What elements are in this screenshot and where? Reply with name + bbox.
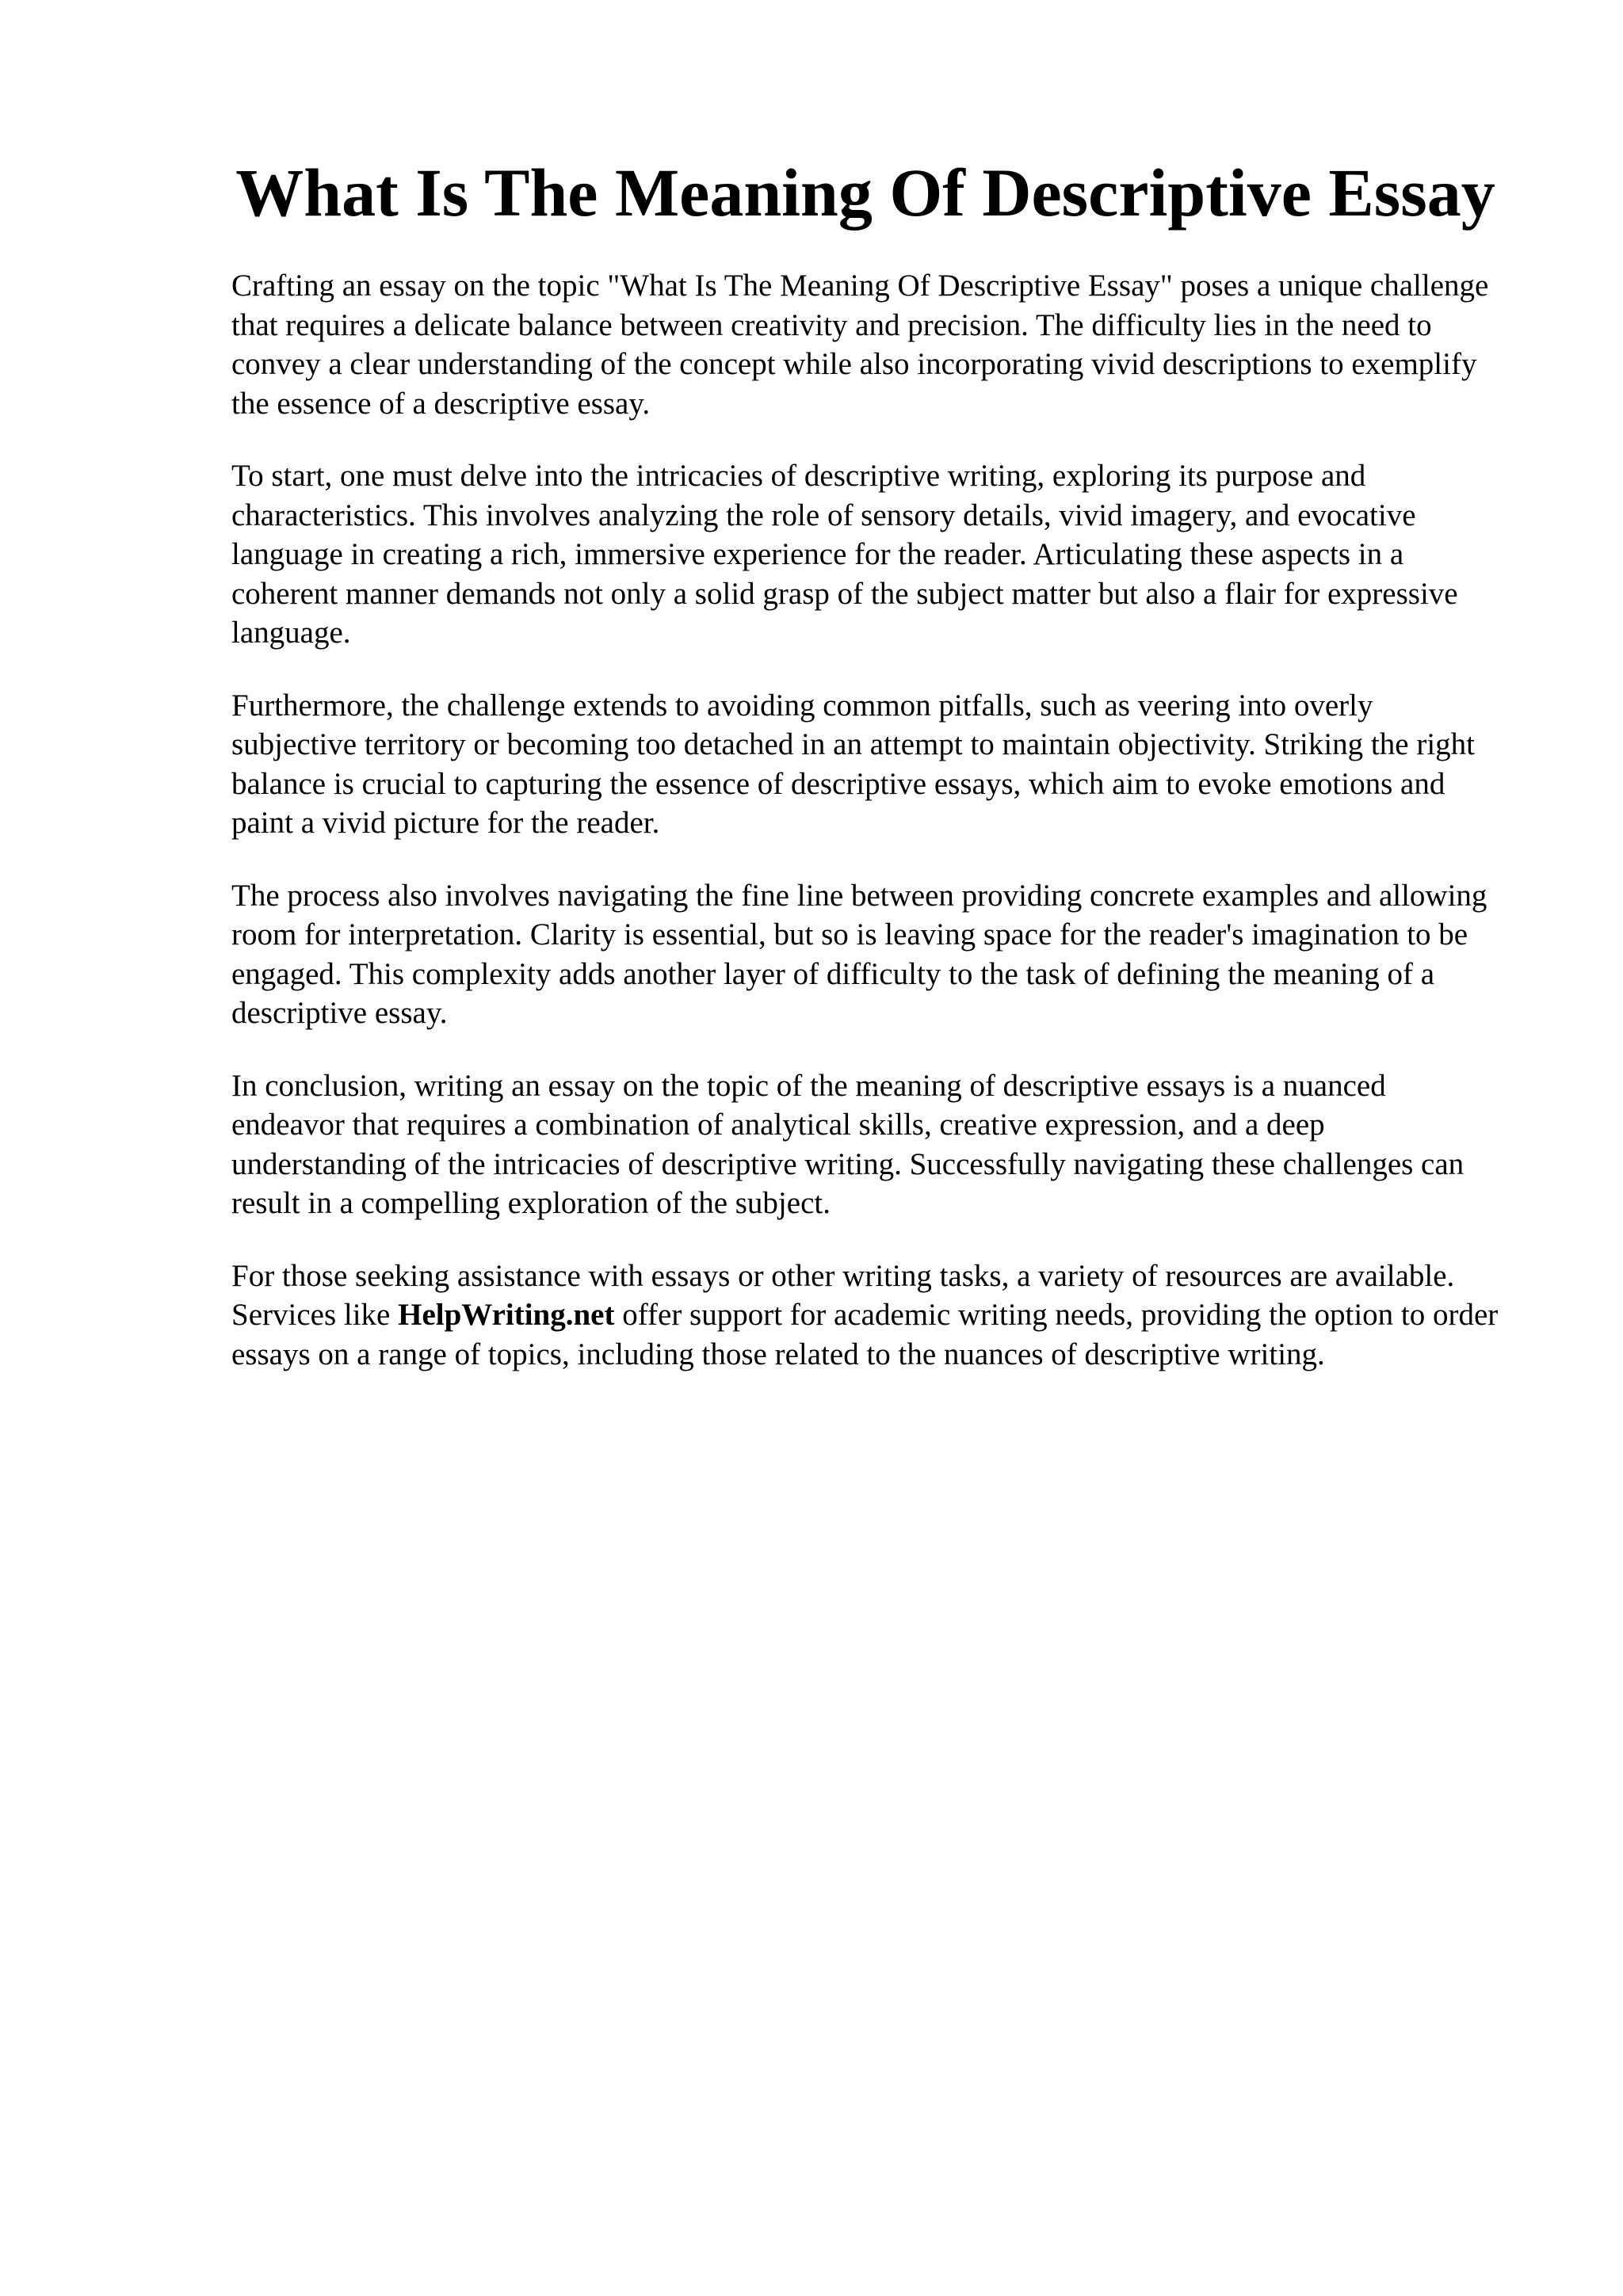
paragraph-pitfalls: Furthermore, the challenge extends to avoiding common pitfalls, such as veering into overly subjective territory or becoming too detached in an attempt to maintain objectivity. Striking the right balance is crucial to capturing the essence of descriptive essays, which aim to evoke emotions and paint a vivid picture for the reader. [231, 688, 1475, 840]
document-title: What Is The Meaning Of Descriptive Essay [235, 154, 1495, 231]
resources-text-before: For those seeking assistance with essays or other writing tasks, a variety of resources are available. Services like [231, 1258, 1455, 1332]
paragraph-descriptive-writing: To start, one must delve into the intricacies of descriptive writing, exploring its purpose and characteristics. This involves analyzing the role of sensory details, vivid imagery, and evocative language in creating a rich, immersive experience for the reader. Articulating these aspects in a coherent manner demands not only a solid grasp of the subject matter but also a flair for expressive language. [231, 459, 1458, 650]
paragraph-resources [231, 1257, 1499, 1375]
paragraph-conclusion: In conclusion, writing an essay on the topic of the meaning of descriptive essays is a nuanced endeavor that requires a combination of analytical skills, creative expression, and a deep understanding of the intricacies of descriptive writing. Successfully navigating these challenges can result in a compelling exploration of the subject. [231, 1068, 1465, 1220]
brand-name: HelpWriting.net [398, 1298, 615, 1332]
resources-text-after: offer support for academic writing needs, providing the option to order essays on a range of topics, including those related to the nuances of descriptive writing. [231, 1298, 1499, 1371]
paragraph-interpretation: The process also involves navigating the fine line between providing concrete examples and allowing room for interpretation. Clarity is essential, but so is leaving space for the reader's imagination to be engaged. This complexity adds another layer of difficulty to the task of defining the meaning of a descriptive essay. [231, 878, 1487, 1030]
paragraph-intro: Crafting an essay on the topic "What Is The Meaning Of Descriptive Essay" poses a unique challenge that requires a delicate balance between creativity and precision. The difficulty lies in the need to convey a clear understanding of the concept while also incorporating vivid descriptions to exemplify the essence of a descriptive essay. [231, 269, 1489, 421]
document-body [231, 266, 1499, 1407]
